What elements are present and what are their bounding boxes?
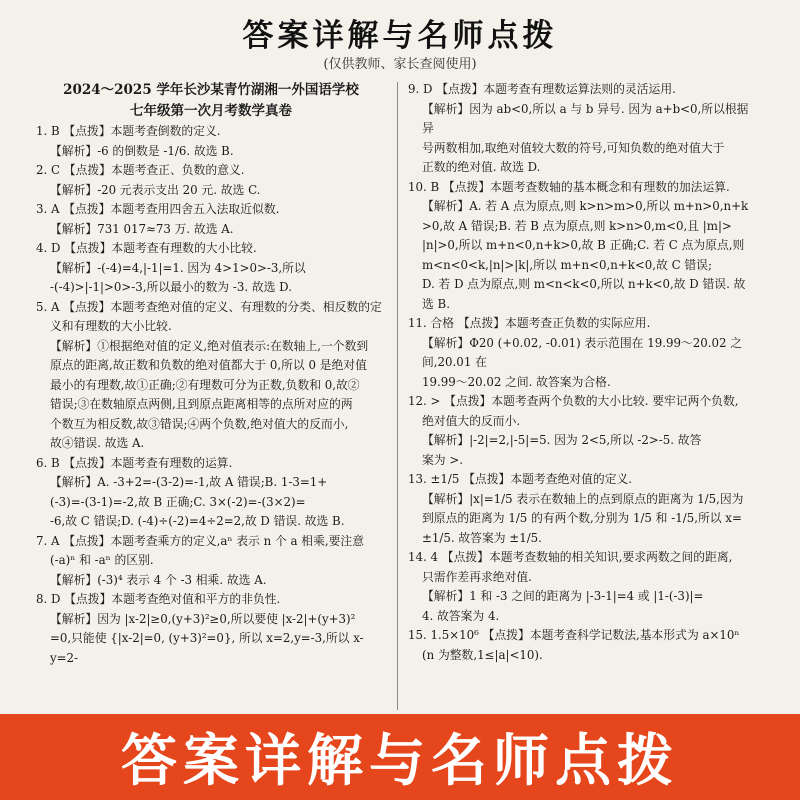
answer-line: 故④错误. 故选 A. [50, 436, 145, 450]
answer-line: 【解析】(-3)⁴ 表示 4 个 -3 相乘. 故选 A. [50, 572, 267, 587]
answer-line: 【解析】1 和 -3 之间的距离为 |-3-1|=4 或 |1-(-3)|= [422, 589, 704, 603]
answer-line: 15. 1.5×10⁶ 【点拨】本题考查科学记数法,基本形式为 a×10ⁿ [408, 628, 740, 642]
answer-line: 【解析】Φ20 (+0.02, -0.01) 表示范围在 19.99～20.02 之间,20.01 在 [422, 335, 743, 369]
left-column [36, 80, 386, 668]
answer-line: m<n<0<k,|n|>|k|,所以 m+n<0,n+k<0,故 C 错误; [422, 257, 712, 272]
answer-line: 原点的距离,故正数和负数的绝对值都大于 0,所以 0 是绝对值 [50, 358, 367, 372]
answer-line: 5. A 【点拨】本题考查绝对值的定义、有理数的分类、相反数的定 [36, 299, 382, 314]
answer-line: 选 B. [422, 296, 450, 311]
bottom-banner [0, 714, 800, 800]
exam-title-line2: 七年级第一次月考数学真卷 [130, 103, 292, 119]
answer-line: D. 若 D 点为原点,则 m<n<k<0,所以 n+k<0,故 D 错误. 故 [422, 277, 746, 291]
answer-line: 正数的绝对值. 故选 D. [422, 160, 541, 174]
answer-line: 11. 合格 【点拨】本题考查正负数的实际应用. [408, 316, 651, 330]
right-column [408, 80, 758, 665]
answer-line: 【解析】-20 元表示支出 20 元. 故选 C. [50, 182, 261, 197]
banner-text: 答案详解与名师点拨 [121, 729, 679, 794]
page-title: 答案详解与名师点拨 [242, 18, 558, 54]
column-divider [397, 82, 398, 710]
answer-line: 4. 故答案为 4. [422, 608, 500, 623]
answer-line: 【解析】-6 的倒数是 -1/6. 故选 B. [50, 143, 234, 158]
answer-line: 【解析】731 017≈73 万. 故选 A. [50, 221, 234, 236]
answer-line: 1. B 【点拨】本题考查倒数的定义. [36, 124, 221, 138]
answer-line: 【解析】|x|=1/5 表示在数轴上的点到原点的距离为 1/5,因为 [422, 491, 744, 506]
answer-line: 【解析】|-2|=2,|-5|=5. 因为 2<5,所以 -2>-5. 故答 [422, 433, 702, 447]
answer-line: 10. B 【点拨】本题考查数轴的基本概念和有理数的加法运算. [408, 179, 730, 194]
answer-line: 案为 >. [422, 452, 463, 467]
answer-line: 【解析】因为 |x-2|≥0,(y+3)²≥0,所以要使 |x-2|+(y+3)² [50, 611, 356, 626]
answer-columns [36, 80, 772, 710]
answer-line: 9. D 【点拨】本题考查有理数运算法则的灵活运用. [408, 82, 676, 96]
answer-line: 到原点的距离为 1/5 的有两个数,分别为 1/5 和 -1/5,所以 x= [422, 511, 742, 525]
answer-line: -6,故 C 错误;D. (-4)÷(-2)=4÷2=2,故 D 错误. 故选 B. [50, 514, 345, 528]
answer-line: -(-4)>|-1|>0>-3,所以最小的数为 -3. 故选 D. [50, 280, 292, 294]
answer-line: 4. D 【点拨】本题考查有理数的大小比较. [36, 241, 257, 255]
answer-line: 最小的有理数,故①正确;②有理数可分为正数,负数和 0,故② [50, 377, 360, 392]
answer-line: |n|>0,所以 m+n<0,n+k>0,故 B 正确;C. 若 C 点为原点,则 [422, 238, 745, 252]
left-answer-lines [36, 122, 386, 668]
answer-line: =0,只能使 {|x-2|=0, (y+3)²=0}, 所以 x=2,y=-3,所以 x-y=2- [50, 631, 364, 665]
answer-line: 【解析】-(-4)=4,|-1|=1. 因为 4>1>0>-3,所以 [50, 260, 306, 275]
answer-line: (-a)ⁿ 和 -aⁿ 的区别. [50, 553, 154, 567]
answer-line: 12. > 【点拨】本题考查两个负数的大小比较. 要牢记两个负数, [408, 394, 739, 408]
answer-line: 6. B 【点拨】本题考查有理数的运算. [36, 455, 233, 470]
answer-line: 7. A 【点拨】本题考查乘方的定义,aⁿ 表示 n 个 a 相乘,要注意 [36, 533, 365, 548]
right-answer-lines [408, 80, 758, 665]
answer-line: 14. 4 【点拨】本题考查数轴的相关知识,要求两数之间的距离, [408, 550, 733, 564]
answer-line: 13. ±1/5 【点拨】本题考查绝对值的定义. [408, 472, 633, 486]
answer-line: 【解析】因为 ab<0,所以 a 与 b 异号. 因为 a+b<0,所以根据异 [422, 101, 749, 135]
answer-line: 【解析】A. -3+2=-(3-2)=-1,故 A 错误;B. 1-3=1+ [50, 475, 328, 489]
answer-line: 义和有理数的大小比较. [50, 319, 172, 333]
answer-line: 2. C 【点拨】本题考查正、负数的意义. [36, 163, 245, 177]
exam-title-line1: 2024～2025 学年长沙某青竹湖湘一外国语学校 [63, 82, 359, 98]
answer-line: (-3)=-(3-1)=-2,故 B 正确;C. 3×(-2)=-(3×2)= [50, 494, 306, 509]
answer-line: 19.99～20.02 之间. 故答案为合格. [422, 374, 611, 389]
answer-line: 只需作差再求绝对值. [422, 569, 532, 584]
page-subtitle: (仅供教师、家长查阅使用) [323, 57, 477, 72]
answer-line: 【解析】A. 若 A 点为原点,则 k>n>m>0,所以 m+n>0,n+k [422, 199, 749, 213]
answer-line: (n 为整数,1≤|a|<10). [422, 647, 543, 662]
answer-line: 【解析】①根据绝对值的定义,绝对值表示:在数轴上,一个数到 [50, 338, 369, 353]
answer-line: 号两数相加,取绝对值较大数的符号,可知负数的绝对值大于 [422, 140, 725, 155]
answer-line: ±1/5. 故答案为 ±1/5. [422, 530, 542, 545]
answer-line: 绝对值大的反而小. [422, 413, 521, 428]
answer-line: >0,故 A 错误;B. 若 B 点为原点,则 k>n>0,m<0,且 |m|> [422, 218, 732, 233]
answer-line: 3. A 【点拨】本题考查用四舍五入法取近似数. [36, 202, 280, 216]
answer-line: 错误;③在数轴原点两侧,且到原点距离相等的点所对应的两 [50, 397, 353, 411]
answer-line: 8. D 【点拨】本题考查绝对值和平方的非负性. [36, 592, 281, 606]
answer-line: 个数互为相反数,故③错误;④两个负数,绝对值大的反而小, [50, 416, 349, 431]
